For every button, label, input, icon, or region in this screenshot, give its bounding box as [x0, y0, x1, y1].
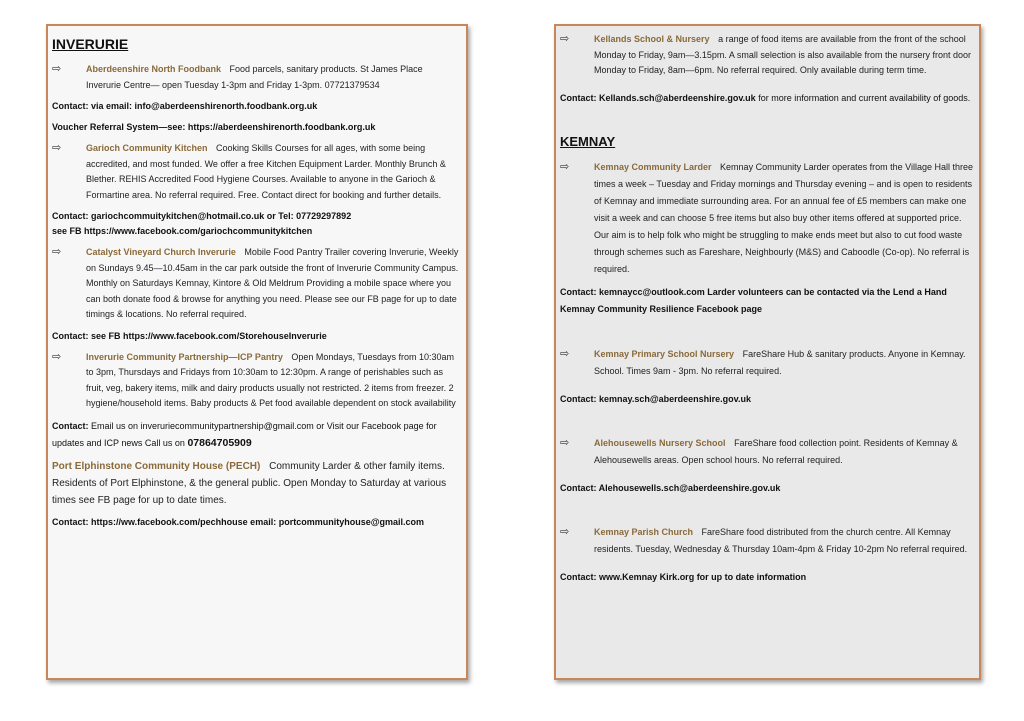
listing-text: Food parcels, sanitary products. St James Place Inverurie Centre— open Tuesday 1-3pm and Friday 1-3pm. 07721379534	[86, 64, 423, 90]
contact-label: Contact:	[52, 420, 89, 431]
arrow-icon: ⇨	[52, 350, 62, 363]
contact-line: see FB https://www.facebook.com/gariochcommunitykitchen	[52, 226, 313, 236]
listing-name: Kemnay Community Larder	[594, 161, 712, 172]
arrow-icon: ⇨	[560, 436, 570, 449]
arrow-icon: ⇨	[560, 160, 570, 173]
arrow-icon: ⇨	[560, 525, 570, 538]
listing-kellands-school	[560, 32, 973, 79]
listing-name: Kemnay Primary School Nursery	[594, 348, 735, 359]
arrow-icon: ⇨	[560, 347, 570, 360]
arrow-icon: ⇨	[52, 142, 62, 154]
listing-name: Alehousewells Nursery School	[594, 437, 726, 448]
arrow-icon: ⇨	[560, 33, 570, 45]
section-heading-kemnay: KEMNAY	[560, 133, 616, 149]
contact-line: Contact: see FB https://www.facebook.com/StorehouseInverurie	[52, 330, 327, 341]
contact-line: Contact: gariochcommuitykitchen@hotmail.co.uk or Tel: 07729297892	[52, 211, 352, 221]
listing-text: Mobile Food Pantry Trailer covering Inverurie, Weekly on Sundays 9.45—10.45am in the car park outside the front of Inverurie Community Campus. Monthly on Saturdays Kemnay, Kintore & Old Meldrum Providing a mobile space where you can both donate food & browse for anything you need. Please see our FB page for up to date timings & locations. No referral required.	[86, 247, 459, 319]
listing-aberdeenshire-north-foodbank	[52, 62, 460, 93]
listing-garioch-community-kitchen	[52, 141, 460, 203]
listing-name: Port Elphinstone Community House (PECH)	[52, 460, 261, 472]
listing-text: Open Mondays, Tuesdays from 10:30am to 3pm, Thursdays and Fridays from 10:30am to 12:30pm. A range of perishables such as fruit, veg, bakery items, milk and dairy products usually not restricted. 2 items from freezer. 2 hygiene/household items. Baby products & Pet food available dependent on stock availability	[86, 351, 456, 408]
listing-text: FareShare food collection point. Residents of Kemnay & Alehousewells areas. Open school hours. No referral required.	[594, 437, 958, 465]
listing-icp-pantry	[52, 350, 460, 412]
contact-label: Contact:	[560, 92, 597, 103]
listing-text: FareShare Hub & sanitary products. Anyone in Kemnay. School. Times 9am - 3pm. No referral required.	[594, 348, 966, 376]
arrow-icon: ⇨	[52, 63, 62, 75]
listing-text: Cooking Skills Courses for all ages, with some being accredited, and most funded. We offer a free Kitchen Equipment Larder. Monthly Brunch & Blether. REHIS Accredited Food Hygiene Courses. Available to anyone in the Garioch & Formartine area. No referral required. Free. Contact direct for booking and further details.	[86, 143, 446, 200]
listing-pech	[52, 458, 460, 509]
listing-catalyst-vineyard-church	[52, 245, 460, 323]
listing-text: Kemnay Community Larder operates from the Village Hall three times a week – Tuesday and Friday mornings and Thursday evening – and is open to residents of Kemnay and immediate surrounding area. For an annual fee of £5 members can make one visit a week and can choose 5 free items but also buy other items offered at supported price. Our aim is to help folk who might be struggling to make ends meet but also to cut food waste through schemes such as Fareshare, Neighbourly (M&S) and Caboodle (Co-op). No referral is required.	[594, 161, 974, 274]
contact-text: for more information and current availability of goods.	[758, 92, 971, 103]
listing-text: a range of food items are available from the front of the school Monday to Friday, 9am—3.15pm. A small selection is also available from the nursery front door Monday to Friday, 8am—6pm. No referral required. Only available during term time.	[594, 34, 972, 75]
listing-name: Inverurie Community Partnership—ICP Pantry	[86, 351, 283, 362]
contact-line: Contact: kemnaycc@outlook.com Larder volunteers can be contacted via the Lend a Hand Kemnay Community Resilience Facebook page	[560, 286, 947, 314]
section-heading-inverurie: INVERURIE	[52, 36, 129, 52]
listing-kemnay-parish-church	[560, 524, 973, 558]
arrow-icon: ⇨	[52, 246, 62, 258]
kemnay-panel	[554, 24, 981, 680]
listing-text: FareShare food distributed from the church centre. All Kemnay residents. Tuesday, Wednesday & Thursday 10am-4pm & Friday 10-2pm No referral required.	[594, 526, 968, 554]
listing-name: Kemnay Parish Church	[594, 526, 694, 537]
contact-text: Email us on inveruriecommunitypartnership@gmail.com or Visit our Facebook page for updates and ICP news Call us on	[52, 420, 437, 448]
contact-line: Contact: Alehousewells.sch@aberdeenshire.gov.uk	[560, 482, 781, 493]
listing-alehousewells-nursery	[560, 435, 973, 469]
listing-name: Catalyst Vineyard Church Inverurie	[86, 247, 236, 257]
contact-line: Contact: https://ww.facebook.com/pechhouse email: portcommunityhouse@gmail.com	[52, 516, 424, 527]
listing-kemnay-primary-school-nursery	[560, 346, 973, 380]
listing-name: Garioch Community Kitchen	[86, 143, 208, 153]
contact-line: Voucher Referral System—see: https://aberdeenshirenorth.foodbank.org.uk	[52, 122, 376, 132]
listing-text: Community Larder & other family items. Residents of Port Elphinstone, & the general public. Open Monday to Saturday at various times see FB page for up to date times.	[52, 460, 447, 506]
contact-line: Contact: via email: info@aberdeenshirenorth.foodbank.org.uk	[52, 101, 318, 111]
listing-name: Kellands School & Nursery	[594, 34, 710, 44]
contact-phone: 07864705909	[187, 436, 252, 449]
listing-name: Aberdeenshire North Foodbank	[86, 64, 222, 74]
inverurie-panel	[46, 24, 468, 680]
contact-line: Contact: www.Kemnay Kirk.org for up to date information	[560, 571, 807, 582]
contact-paragraph	[52, 418, 460, 452]
contact-paragraph	[560, 91, 973, 106]
contact-line: Contact: kemnay.sch@aberdeenshire.gov.uk	[560, 393, 751, 404]
contact-email: Kellands.sch@aberdeenshire.gov.uk	[599, 92, 756, 103]
listing-kemnay-community-larder	[560, 159, 973, 278]
